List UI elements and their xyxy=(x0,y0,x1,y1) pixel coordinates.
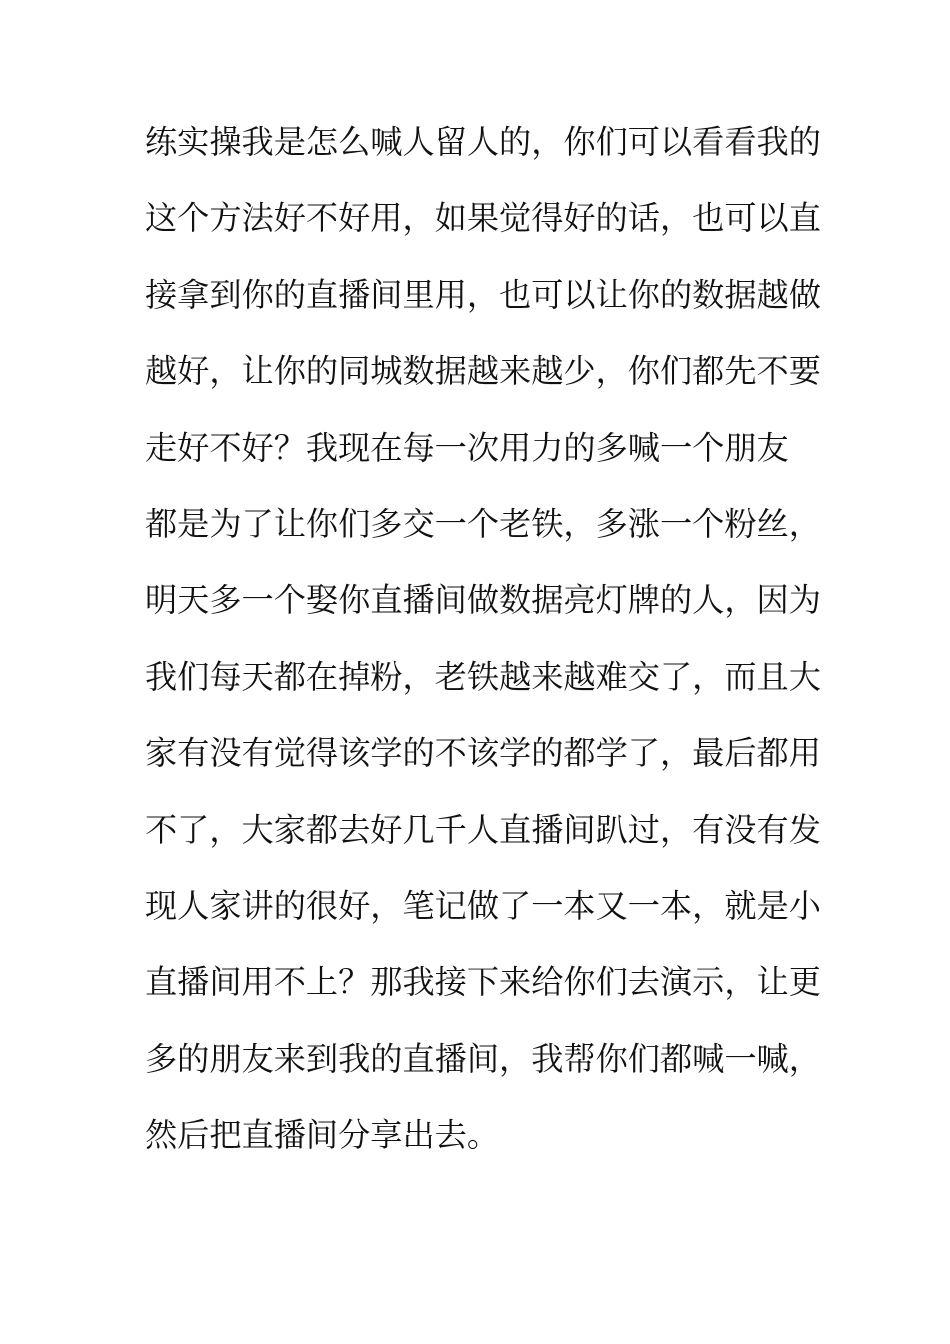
paragraph-line: 多的朋友来到我的直播间，我帮你们都喊一喊， xyxy=(145,1039,821,1078)
paragraph-line: 然后把直播间分享出去。 xyxy=(145,1116,500,1155)
paragraph-line: 越好，让你的同城数据越来越少，你们都先不要 xyxy=(145,352,821,391)
paragraph-line: 我们每天都在掉粉，老铁越来越难交了，而且大 xyxy=(145,657,821,696)
paragraph-line: 接拿到你的直播间里用，也可以让你的数据越做 xyxy=(145,275,821,314)
paragraph-line: 这个方法好不好用，如果觉得好的话，也可以直 xyxy=(145,199,821,238)
body-paragraph xyxy=(145,112,821,1181)
paragraph-line: 明天多一个娶你直播间做数据亮灯牌的人，因为 xyxy=(145,581,821,620)
paragraph-line: 家有没有觉得该学的不该学的都学了，最后都用 xyxy=(145,734,821,773)
paragraph-line: 走好不好？我现在每一次用力的多喊一个朋友 xyxy=(145,428,789,467)
paragraph-line: 练实操我是怎么喊人留人的，你们可以看看我的 xyxy=(145,123,821,161)
paragraph-line: 不了，大家都去好几千人直播间趴过，有没有发 xyxy=(145,810,821,849)
paragraph-line: 都是为了让你们多交一个老铁，多涨一个粉丝， xyxy=(145,504,821,543)
paragraph-line: 现人家讲的很好，笔记做了一本又一本，就是小 xyxy=(145,886,821,925)
paragraph-line: 直播间用不上？那我接下来给你们去演示，让更 xyxy=(145,963,821,1002)
